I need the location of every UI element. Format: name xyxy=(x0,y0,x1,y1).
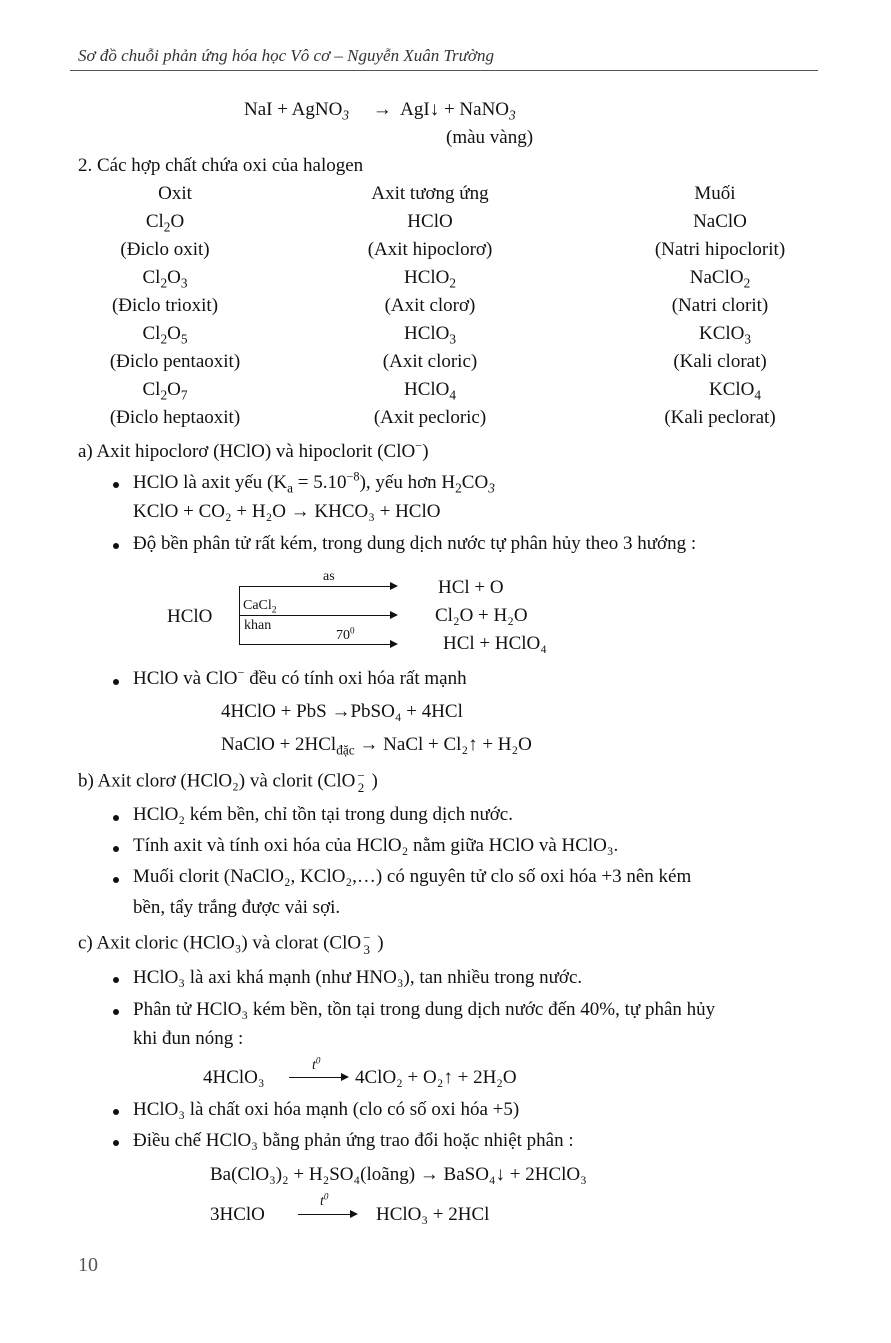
part-c-bullet-3: HClO₃ là chất oxi hóa mạnh (clo có số oxi hóa +5) xyxy=(133,1099,520,1120)
decomp-product-1: HCl + O xyxy=(438,577,504,598)
part-b-bullet-3-line-1: Muối clorit (NaClO₂, KClO₂,…) có nguyên tử clo số oxi hóa +3 nên kém xyxy=(133,866,692,887)
eq-products: AgI↓ + NaNO xyxy=(400,99,510,120)
part-a-equation-2: 4HClO + PbS →PbSO₄ + 4HCl xyxy=(221,701,463,722)
part-c-eq3-arrow xyxy=(298,1214,356,1215)
bullet-icon xyxy=(113,1009,119,1015)
bullet-icon xyxy=(113,977,119,983)
part-b-bullet-1: HClO₂ kém bền, chỉ tồn tại trong dung dịch nước. xyxy=(133,804,513,825)
part-c-eq1-arrow xyxy=(289,1077,347,1078)
running-header: Sơ đồ chuỗi phản ứng hóa học Vô cơ – Nguyễn Xuân Trường xyxy=(78,46,494,65)
part-a-title: a) Axit hipoclorơ (HClO) và hipoclorit (ClO−) xyxy=(78,438,429,462)
part-a-bullet-3: HClO và ClO− đều có tính oxi hóa rất mạnh xyxy=(133,665,467,689)
salt-name: (Kali peclorat) xyxy=(664,407,776,428)
eq-arrow: → xyxy=(372,99,392,120)
col-header-oxide: Oxit xyxy=(158,183,192,204)
acid-name: (Axit clorơ) xyxy=(384,295,476,316)
decomp-product-3: HCl + HClO₄ xyxy=(443,633,547,654)
salt-formula: NaClO$_2$ xyxy=(689,267,751,291)
part-c-eq3-right: HClO₃ + 2HCl xyxy=(376,1204,490,1225)
eq-reactants-sub: 3 xyxy=(342,107,349,123)
part-c-bullet-1: HClO₃ là axi khá mạnh (như HNO₃), tan nhiều trong nước. xyxy=(133,967,583,988)
decomp-arrow-mid xyxy=(239,615,396,616)
salt-name: (Kali clorat) xyxy=(673,351,767,372)
salt-formula: KClO$_4$ xyxy=(708,379,762,403)
acid-formula: HClO$_3$ xyxy=(403,323,457,347)
eq-reactants: NaI + AgNO xyxy=(244,99,343,120)
part-c-bullet-2-line-2: khi đun nóng : xyxy=(133,1028,244,1049)
part-c-bullet-4: Điều chế HClO₃ bằng phản ứng trao đổi hoặc nhiệt phân : xyxy=(133,1130,574,1151)
part-b-bullet-2: Tính axit và tính oxi hóa của HClO₂ nằm giữa HClO và HClO₃. xyxy=(133,835,619,856)
decomp-label-mid-bottom: khan xyxy=(244,618,272,633)
oxide-formula: $Cl_2O$ xyxy=(145,211,185,235)
acid-formula: HClO xyxy=(407,211,453,232)
part-c-eq1-right: 4ClO₂ + O₂↑ + 2H₂O xyxy=(355,1067,517,1088)
page-number: 10 xyxy=(78,1254,98,1276)
decomp-label-mid-top: CaCl$_2$ xyxy=(243,598,277,616)
salt-name: (Natri clorit) xyxy=(671,295,769,316)
salt-name: (Natri hipoclorit) xyxy=(654,239,786,260)
bullet-icon xyxy=(113,846,119,852)
decomp-label-top: as xyxy=(323,569,335,584)
decomp-label-bottom: $70^0$ xyxy=(336,625,355,643)
decomp-arrow-bottom xyxy=(239,644,396,645)
part-a-equation-3: NaClO + 2HCl$_{đặc}$ → NaCl + Cl₂↑ + H₂O xyxy=(221,734,532,758)
bullet-icon xyxy=(113,1140,119,1146)
decomp-reactant: HClO xyxy=(167,606,213,627)
bullet-icon xyxy=(113,482,119,488)
part-c-bullet-2-line-1: Phân tử HClO₃ kém bền, tồn tại trong dung dịch nước đến 40%, tự phân hủy xyxy=(133,999,716,1020)
bullet-icon xyxy=(113,543,119,549)
part-c-eq1-left: 4HClO₃ xyxy=(203,1067,265,1088)
equation-note: (màu vàng) xyxy=(446,127,534,148)
acid-name: (Axit pecloric) xyxy=(373,407,487,428)
decomp-arrow-top xyxy=(239,586,396,587)
part-b-title: b) Axit clorơ (HClO₂) và clorit (ClO − 2 ) xyxy=(78,768,378,795)
col-header-acid: Axit tương ứng xyxy=(371,183,489,204)
section-title: 2. Các hợp chất chứa oxi của halogen xyxy=(78,155,364,176)
part-a-equation-1: KClO + CO₂ + H₂O → KHCO₃ + HClO xyxy=(133,501,441,522)
part-c-equation-2: Ba(ClO₃)₂ + H₂SO₄(loãng) → BaSO₄↓ + 2HClO₃ xyxy=(210,1164,587,1185)
bullet-icon xyxy=(113,679,119,685)
part-b-bullet-3-line-2: bền, tẩy trắng được vải sợi. xyxy=(133,897,341,918)
part-c-eq3-cond: $t^0$ xyxy=(320,1191,329,1209)
acid-formula: HClO$_4$ xyxy=(403,379,457,403)
salt-formula: NaClO xyxy=(693,211,747,232)
oxide-formula: $Cl_2O_7$ xyxy=(142,379,188,403)
oxide-formula: $Cl_2O_3$ xyxy=(142,267,188,291)
part-a-bullet-2: Độ bền phân tử rất kém, trong dung dịch nước tự phân hủy theo 3 hướng : xyxy=(133,533,697,554)
header-divider xyxy=(70,70,818,71)
decomp-product-2: Cl₂O + H₂O xyxy=(435,605,528,626)
part-c-eq1-cond: $t^0$ xyxy=(312,1055,321,1073)
oxide-name: (Điclo trioxit) xyxy=(111,295,219,316)
part-c-title: c) Axit cloric (HClO₃) và clorat (ClO − 3 ) xyxy=(78,930,384,957)
salt-formula: KClO$_3$ xyxy=(698,323,752,347)
bullet-icon xyxy=(113,877,119,883)
part-a-bullet-1: HClO là axit yếu $(K_a = 5.10^{-8})$, yếu hơn $H_2CO_3$ xyxy=(133,469,495,496)
oxide-formula: $Cl_2O_5$ xyxy=(142,323,188,347)
part-c-eq3-left: 3HClO xyxy=(210,1204,265,1225)
equation-nai-agno3 xyxy=(244,99,516,121)
acid-formula: HClO$_2$ xyxy=(403,267,457,291)
bullet-icon xyxy=(113,1109,119,1115)
col-header-salt: Muối xyxy=(694,183,736,204)
eq-products-sub: 3 xyxy=(509,107,516,123)
oxide-name: (Điclo heptaoxit) xyxy=(109,407,241,428)
acid-name: (Axit hipoclorơ) xyxy=(367,239,493,260)
bullet-icon xyxy=(113,815,119,821)
oxide-name: (Điclo pentaoxit) xyxy=(109,351,241,372)
acid-name: (Axit cloric) xyxy=(382,351,478,372)
oxide-name: (Điclo oxit) xyxy=(120,239,210,260)
